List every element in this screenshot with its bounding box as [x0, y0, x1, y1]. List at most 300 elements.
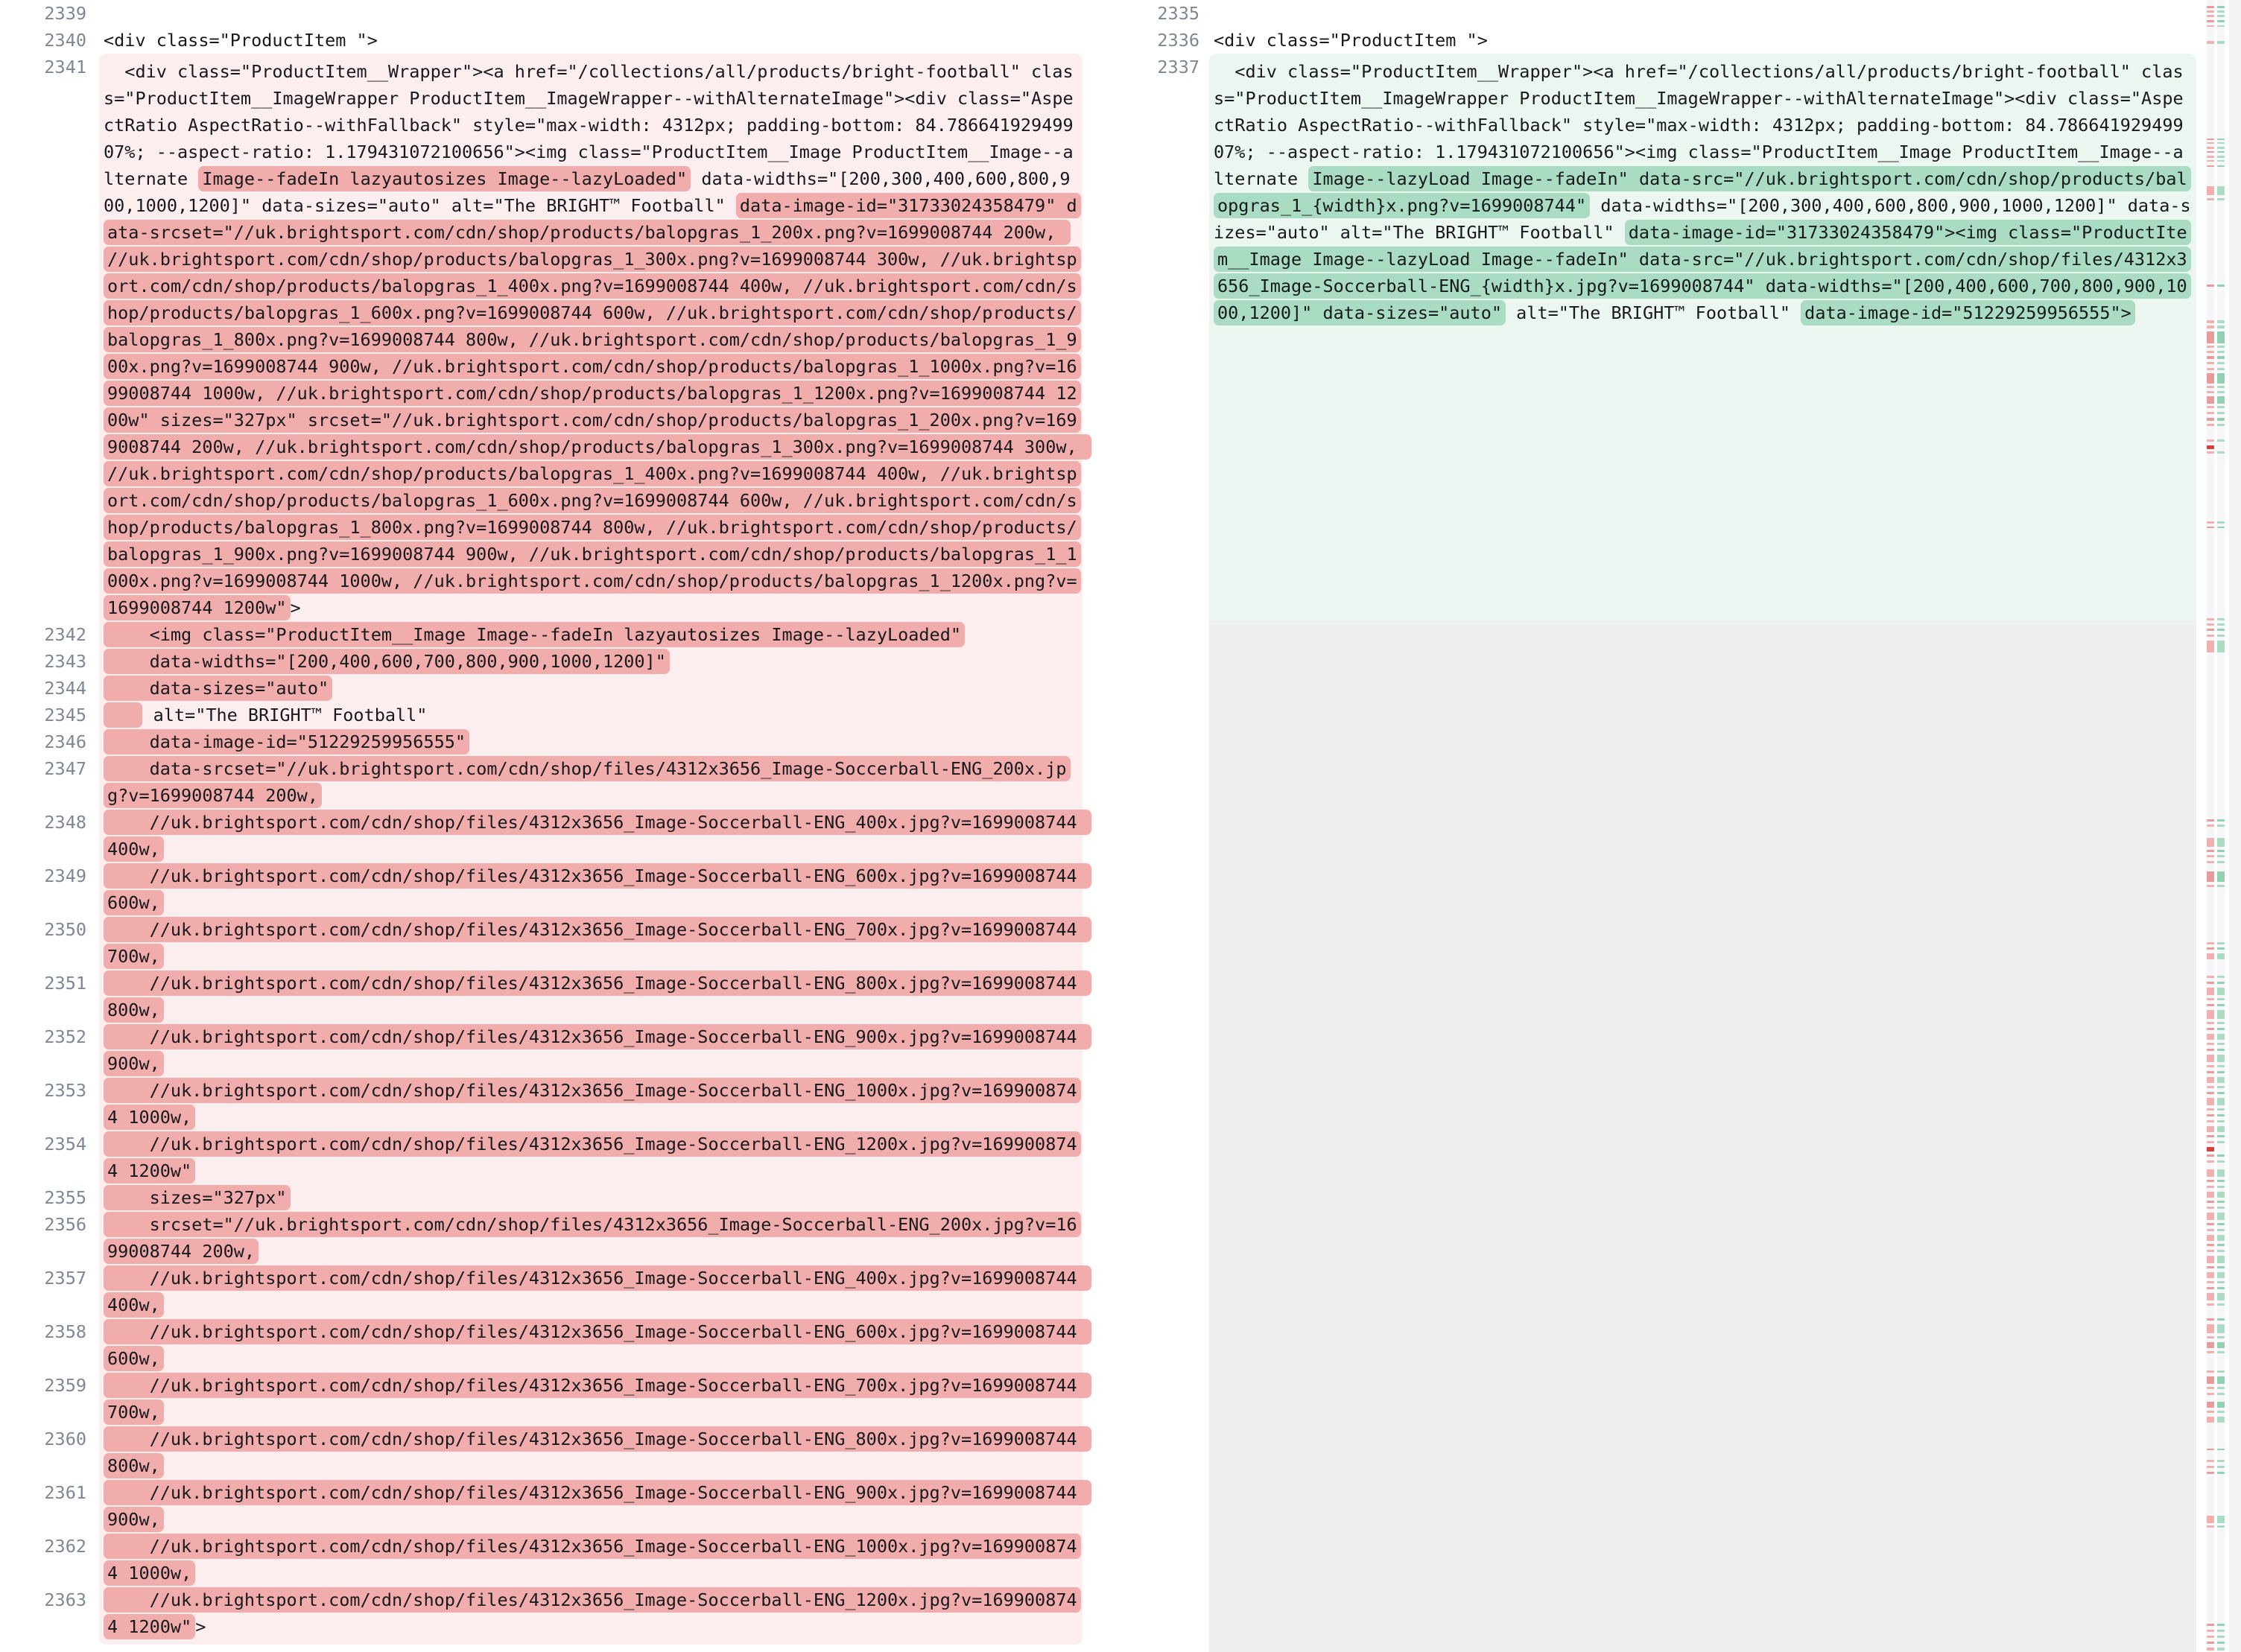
- minimap-added-mark: [2217, 1004, 2225, 1006]
- minimap-added-mark: [2217, 1028, 2225, 1030]
- minimap-removed-mark: [2207, 1393, 2214, 1395]
- minimap-removed-mark: [2207, 1154, 2214, 1157]
- minimap-removed-mark: [2207, 368, 2214, 370]
- minimap-added-mark: [2217, 1336, 2225, 1338]
- minimap-removed-mark: [2207, 362, 2214, 364]
- minimap-removed-mark: [2207, 147, 2214, 149]
- minimap-removed-mark: [2207, 947, 2214, 950]
- code-content: [99, 1211, 1083, 1265]
- code-text: alt="The BRIGHT™ Football": [142, 705, 428, 725]
- minimap-added-mark: [2217, 1092, 2225, 1094]
- code-line: [0, 755, 1088, 809]
- minimap-removed-mark: [2207, 406, 2214, 408]
- minimap-added-mark: [2217, 41, 2225, 44]
- minimap-added-mark: [2217, 362, 2225, 364]
- diff-word-highlight: //uk.brightsport.com/cdn/shop/files/4312x3656_Image-Soccerball-ENG_700x.jpg?v=1699008744 700w,: [104, 917, 1091, 969]
- minimap-removed-mark: [2207, 1256, 2214, 1263]
- diff-word-highlight: data-image-id="31733024358479"><img class="ProductItem__Image Image--lazyLoad Image--fadeIn" data-src="//uk.brightsport.com/cdn/shop/files/4312x3656_Image-Soccerball-ENG_{width}x.jpg?v=1699008744" data-widths="[200,400,600,700,800,900,1000,1200]" data-sizes="auto": [1214, 220, 2191, 325]
- code-line: [0, 1077, 1088, 1131]
- minimap-removed-mark: [2207, 1108, 2214, 1111]
- diff-word-highlight: data-image-id="51229259956555": [104, 729, 469, 754]
- minimap-removed-mark: [2207, 1272, 2214, 1278]
- minimap-added-mark: [2217, 198, 2225, 200]
- minimap-removed-mark: [2207, 1141, 2214, 1143]
- code-content: [99, 1077, 1083, 1131]
- code-line: [0, 1586, 1088, 1645]
- line-number: 2361: [44, 1482, 86, 1503]
- code-content: [99, 1265, 1088, 1318]
- minimap-added-mark: [2217, 1043, 2225, 1045]
- minimap-added-mark: [2217, 1235, 2225, 1241]
- minimap-added-mark: [2217, 1266, 2225, 1268]
- code-line: [0, 728, 1088, 755]
- minimap-added-mark: [2217, 527, 2225, 528]
- minimap-removed-mark: [2207, 641, 2214, 652]
- minimap-added-mark: [2217, 635, 2225, 637]
- line-number: 2336: [1157, 30, 1199, 51]
- minimap-removed-mark: [2207, 953, 2214, 959]
- minimap-added-mark: [2217, 1192, 2225, 1198]
- minimap-removed-mark: [2207, 351, 2214, 353]
- minimap-removed-mark: [2207, 160, 2214, 162]
- line-number: 2355: [44, 1187, 86, 1208]
- minimap-added-mark: [2217, 1324, 2225, 1333]
- minimap-added-mark: [2217, 1160, 2225, 1163]
- code-line: [0, 1131, 1088, 1184]
- minimap-added-mark: [2217, 1256, 2225, 1263]
- line-number: 2353: [44, 1080, 86, 1101]
- code-line: [0, 1318, 1088, 1372]
- diff-word-highlight: //uk.brightsport.com/cdn/shop/files/4312x3656_Image-Soccerball-ENG_800x.jpg?v=1699008744 800w,: [104, 970, 1091, 1023]
- code-text: <div class="ProductItem__Wrapper"><a href="/collections/all/products/bright-football" class="ProductItem__ImageWrapper ProductItem__ImageWrapper--withAlternateImage"><div class="AspectRatio AspectRatio--withFallback" style="max-width: 4312px; padding-bottom: 84.78664192949907%; --aspect-ratio: 1.179431072100656"><img class="ProductItem__Image ProductItem__Image--alternate: [1214, 61, 2184, 189]
- minimap-added-mark: [2217, 1114, 2225, 1116]
- minimap-removed-mark: [2207, 1342, 2214, 1348]
- minimap-removed-mark: [2207, 156, 2214, 158]
- minimap-removed-mark: [2207, 1098, 2214, 1105]
- minimap-removed-mark: [2207, 1235, 2214, 1241]
- minimap-added-mark: [2217, 1516, 2225, 1523]
- line-number: 2348: [44, 812, 86, 833]
- minimap-added-mark: [2217, 20, 2225, 22]
- code-line: [0, 1023, 1088, 1077]
- diff-word-highlight: Image--fadeIn lazyautosizes Image--lazyLoaded": [198, 166, 691, 191]
- diff-word-highlight: //uk.brightsport.com/cdn/shop/files/4312x3656_Image-Soccerball-ENG_1000x.jpg?v=1699008744 1000w,: [104, 1078, 1081, 1130]
- minimap-removed-mark: [2207, 976, 2214, 978]
- code-content: [99, 1023, 1088, 1077]
- diff-word-highlight: data-image-id="51229259956555">: [1801, 300, 2135, 325]
- minimap-added-mark: [2217, 1402, 2225, 1408]
- minimap-removed-mark: [2207, 320, 2214, 323]
- code-line: [0, 970, 1088, 1023]
- minimap-removed-mark: [2207, 1147, 2214, 1151]
- minimap-added-mark: [2217, 320, 2225, 323]
- diff-word-highlight: data-widths="[200,400,600,700,800,900,1000,1200]": [104, 649, 670, 674]
- minimap-removed-mark: [2207, 1201, 2214, 1203]
- code-text: data-widths="[200,300,400,600,800,900,1000,1200]" data-sizes="auto" alt="The BRIGHT™ Football": [104, 168, 1071, 216]
- minimap-added-mark: [2217, 1049, 2225, 1051]
- minimap-removed-mark: [2207, 1192, 2214, 1198]
- minimap-added-mark: [2217, 1180, 2225, 1182]
- code-line: [0, 916, 1088, 970]
- minimap-added-mark: [2217, 1318, 2225, 1321]
- minimap-removed-mark: [2207, 629, 2214, 631]
- diff-word-highlight: //uk.brightsport.com/cdn/shop/files/4312x3656_Image-Soccerball-ENG_1000x.jpg?v=1699008744 1000w,: [104, 1534, 1081, 1586]
- diff-minimap[interactable]: [2207, 0, 2226, 1652]
- minimap-added-mark: [2217, 1213, 2225, 1220]
- minimap-added-mark: [2217, 1272, 2225, 1278]
- minimap-removed-mark: [2207, 618, 2214, 620]
- code-content: [99, 755, 1083, 809]
- minimap-removed-mark: [2207, 1336, 2214, 1338]
- minimap-removed-mark: [2207, 855, 2214, 857]
- minimap-removed-mark: [2207, 346, 2214, 348]
- minimap-removed-mark: [2207, 1303, 2214, 1306]
- minimap-added-mark: [2217, 156, 2225, 158]
- minimap-removed-mark: [2207, 1648, 2214, 1651]
- code-line: [0, 621, 1088, 648]
- diff-word-highlight: data-image-id="31733024358479" data-srcset="//uk.brightsport.com/cdn/shop/products/balopgras_1_200x.png?v=1699008744 200w, //uk.brightsport.com/cdn/shop/products/balopgras_1_300x.png?v=1699008744 300w, //uk.brightsport.com/cdn/shop/products/balopgras_1_400x.png?v=1699008744 400w, //uk.brightsport.com/cdn/shop/products/balopgras_1_600x.png?v=1699008744 600w, //uk.brightsport.com/cdn/shop/products/balopgras_1_800x.png?v=1699008744 800w, //uk.brightsport.com/cdn/shop/products/balopgras_1_900x.png?v=1699008744 900w, //uk.brightsport.com/cdn/shop/products/balopgras_1_1000x.png?v=1699008744 1000w, //uk.brightsport.com/cdn/shop/products/balopgras_1_1200x.png?v=1699008744 1200w" sizes="327px" srcset="//uk.brightsport.com/cdn/shop/products/balopgras_1_200x.png?v=1699008744 200w, //uk.brightsport.com/cdn/shop/products/balopgras_1_300x.png?v=1699008744 300w, //uk.brightsport.com/cdn/shop/products/balopgras_1_400x.png?v=1699008744 400w, //uk.brightsport.com/cdn/shop/products/balopgras_1_600x.png?v=1699008744 600w, //uk.brightsport.com/cdn/shop/products/balopgras_1_800x.png?v=1699008744 800w, //uk.brightsport.com/cdn/shop/products/balopgras_1_900x.png?v=1699008744 900w, //uk.brightsport.com/cdn/shop/products/balopgras_1_1000x.png?v=1699008744 1000w, //uk.brightsport.com/cdn/shop/products/balopgras_1_1200x.png?v=1699008744 1200w": [104, 193, 1091, 620]
- minimap-removed-column[interactable]: [2207, 0, 2214, 1652]
- minimap-removed-mark: [2207, 1114, 2214, 1116]
- minimap-added-mark: [2217, 6, 2225, 8]
- diff-word-highlight: data-srcset="//uk.brightsport.com/cdn/shop/files/4312x3656_Image-Soccerball-ENG_200x.jpg?v=1699008744 200w,: [104, 756, 1071, 808]
- minimap-added-mark: [2217, 1370, 2225, 1373]
- line-number: 2339: [44, 3, 86, 24]
- minimap-removed-mark: [2207, 1180, 2214, 1182]
- line-number: 2363: [44, 1589, 86, 1610]
- minimap-removed-mark: [2207, 1213, 2214, 1220]
- minimap-removed-mark: [2207, 1370, 2214, 1373]
- line-number: 2340: [44, 30, 86, 51]
- minimap-added-mark: [2217, 623, 2225, 626]
- code-content: [99, 54, 1088, 621]
- minimap-removed-mark: [2207, 1028, 2214, 1030]
- diff-word-highlight: //uk.brightsport.com/cdn/shop/files/4312x3656_Image-Soccerball-ENG_900x.jpg?v=1699008744 900w,: [104, 1024, 1091, 1076]
- minimap-added-mark: [2217, 418, 2225, 421]
- line-number: 2357: [44, 1268, 86, 1289]
- minimap-added-mark: [2217, 285, 2225, 287]
- code-line: [0, 1426, 1088, 1479]
- minimap-added-mark: [2217, 1281, 2225, 1283]
- minimap-removed-mark: [2207, 998, 2214, 1000]
- diff-panel-changed: [1113, 0, 2201, 1652]
- minimap-added-mark: [2217, 1411, 2225, 1413]
- minimap-added-mark: [2217, 386, 2225, 388]
- minimap-removed-mark: [2207, 1402, 2214, 1408]
- minimap-removed-mark: [2207, 1460, 2214, 1462]
- minimap-removed-mark: [2207, 819, 2214, 822]
- minimap-added-mark: [2217, 1244, 2225, 1246]
- minimap-removed-mark: [2207, 424, 2214, 426]
- minimap-added-mark: [2217, 1630, 2225, 1632]
- minimap-removed-mark: [2207, 942, 2214, 944]
- minimap-removed-mark: [2207, 1004, 2214, 1006]
- minimap-added-mark: [2217, 1466, 2225, 1468]
- minimap-added-mark: [2217, 855, 2225, 857]
- minimap-added-mark: [2217, 885, 2225, 887]
- line-number: 2354: [44, 1134, 86, 1154]
- diff-word-highlight: [104, 702, 142, 728]
- minimap-added-mark: [2217, 618, 2225, 620]
- minimap-removed-mark: [2207, 1071, 2214, 1073]
- minimap-removed-mark: [2207, 285, 2214, 287]
- minimap-removed-mark: [2207, 10, 2214, 13]
- minimap-added-mark: [2217, 1186, 2225, 1188]
- minimap-added-mark: [2217, 1376, 2225, 1384]
- minimap-removed-mark: [2207, 1516, 2214, 1523]
- code-content: [99, 0, 1083, 27]
- minimap-removed-mark: [2207, 982, 2214, 984]
- minimap-removed-mark: [2207, 1049, 2214, 1051]
- minimap-added-mark: [2217, 1393, 2225, 1395]
- minimap-added-mark: [2217, 1120, 2225, 1122]
- minimap-removed-mark: [2207, 25, 2214, 27]
- minimap-removed-mark: [2207, 198, 2214, 200]
- code-line: [1113, 0, 2201, 27]
- minimap-added-mark: [2217, 451, 2225, 454]
- minimap-added-mark: [2217, 1207, 2225, 1209]
- line-number: 2362: [44, 1536, 86, 1557]
- minimap-removed-mark: [2207, 825, 2214, 827]
- minimap-removed-mark: [2207, 850, 2214, 852]
- minimap-removed-mark: [2207, 165, 2214, 167]
- minimap-removed-mark: [2207, 1449, 2214, 1450]
- code-content: [99, 1426, 1088, 1479]
- minimap-added-mark: [2217, 819, 2225, 822]
- minimap-added-mark: [2217, 1642, 2225, 1644]
- minimap-removed-mark: [2207, 142, 2214, 144]
- minimap-added-mark: [2217, 368, 2225, 370]
- minimap-removed-mark: [2207, 1086, 2214, 1088]
- minimap-removed-mark: [2207, 988, 2214, 995]
- code-content: [99, 621, 1083, 648]
- minimap-added-mark: [2217, 861, 2225, 863]
- minimap-removed-mark: [2207, 418, 2214, 421]
- minimap-removed-mark: [2207, 1525, 2214, 1528]
- code-line: [0, 1184, 1088, 1211]
- minimap-added-mark: [2217, 1229, 2225, 1231]
- minimap-added-mark: [2217, 947, 2225, 950]
- diff-panel-original: [0, 0, 1088, 1645]
- minimap-removed-mark: [2207, 1351, 2214, 1353]
- minimap-removed-mark: [2207, 1077, 2214, 1083]
- minimap-added-mark: [2217, 165, 2225, 167]
- minimap-added-mark: [2217, 1250, 2225, 1252]
- minimap-removed-mark: [2207, 1324, 2214, 1333]
- minimap-added-mark: [2217, 988, 2225, 995]
- minimap-added-mark: [2217, 15, 2225, 17]
- minimap-removed-mark: [2207, 439, 2214, 442]
- minimap-added-mark: [2217, 1342, 2225, 1348]
- code-content: [99, 1184, 1083, 1211]
- minimap-removed-mark: [2207, 451, 2214, 454]
- minimap-added-mark: [2217, 356, 2225, 359]
- minimap-added-mark: [2217, 953, 2225, 959]
- code-content: [1209, 620, 2196, 1652]
- minimap-added-mark: [2217, 641, 2225, 652]
- code-line: [0, 702, 1088, 728]
- code-content: [99, 1586, 1083, 1645]
- minimap-removed-mark: [2207, 527, 2214, 528]
- minimap-removed-mark: [2207, 1126, 2214, 1132]
- diff-word-highlight: //uk.brightsport.com/cdn/shop/files/4312x3656_Image-Soccerball-ENG_700x.jpg?v=1699008744 700w,: [104, 1373, 1091, 1425]
- code-line: [0, 675, 1088, 702]
- code-line: [0, 648, 1088, 675]
- line-number: 2351: [44, 973, 86, 994]
- minimap-removed-mark: [2207, 861, 2214, 863]
- minimap-removed-mark: [2207, 391, 2214, 393]
- diff-word-highlight: srcset="//uk.brightsport.com/cdn/shop/files/4312x3656_Image-Soccerball-ENG_200x.jpg?v=1699008744 200w,: [104, 1212, 1081, 1264]
- code-content: [99, 1479, 1088, 1533]
- code-text: >: [290, 597, 301, 618]
- code-text: data-widths="[200,300,400,600,800,900,1000,1200]" data-sizes="auto" alt="The BRIGHT™ Football": [1214, 195, 2191, 243]
- minimap-removed-mark: [2207, 186, 2214, 195]
- minimap-added-mark: [2217, 391, 2225, 393]
- minimap-added-mark: [2217, 1648, 2225, 1651]
- minimap-removed-mark: [2207, 1244, 2214, 1246]
- minimap-added-mark: [2217, 412, 2225, 414]
- minimap-added-mark: [2217, 1293, 2225, 1300]
- minimap-removed-mark: [2207, 1092, 2214, 1094]
- minimap-added-mark: [2217, 325, 2225, 328]
- minimap-added-mark: [2217, 439, 2225, 442]
- line-number: 2343: [44, 651, 86, 672]
- code-content: [1209, 0, 2196, 27]
- minimap-removed-mark: [2207, 1010, 2214, 1019]
- minimap-added-mark: [2217, 1108, 2225, 1111]
- minimap-added-mark: [2217, 871, 2225, 882]
- code-content: [99, 916, 1088, 970]
- minimap-removed-mark: [2207, 373, 2214, 384]
- minimap-added-mark: [2217, 998, 2225, 1000]
- minimap-added-mark: [2217, 10, 2225, 13]
- code-content: [99, 970, 1088, 1023]
- diff-word-highlight: sizes="327px": [104, 1185, 291, 1210]
- minimap-added-mark: [2217, 151, 2225, 153]
- minimap-added-mark: [2217, 1472, 2225, 1474]
- minimap-removed-mark: [2207, 871, 2214, 882]
- minimap-removed-mark: [2207, 1022, 2214, 1024]
- line-number: 2352: [44, 1026, 86, 1047]
- minimap-removed-mark: [2207, 139, 2214, 140]
- minimap-added-mark: [2217, 331, 2225, 343]
- minimap-added-mark: [2217, 1525, 2225, 1528]
- diff-word-highlight: <img class="ProductItem__Image Image--fadeIn lazyautosizes Image--lazyLoaded": [104, 622, 965, 647]
- minimap-added-mark: [2217, 1351, 2225, 1353]
- minimap-removed-mark: [2207, 1287, 2214, 1289]
- code-line: [0, 1533, 1088, 1586]
- line-number: 2335: [1157, 3, 1199, 24]
- minimap-removed-mark: [2207, 1250, 2214, 1252]
- minimap-removed-mark: [2207, 331, 2214, 343]
- minimap-removed-mark: [2207, 1160, 2214, 1163]
- minimap-removed-mark: [2207, 1135, 2214, 1137]
- line-number: 2344: [44, 678, 86, 699]
- minimap-removed-mark: [2207, 1169, 2214, 1177]
- minimap-removed-mark: [2207, 412, 2214, 414]
- minimap-removed-mark: [2207, 1318, 2214, 1321]
- minimap-added-mark: [2217, 406, 2225, 408]
- minimap-removed-mark: [2207, 1281, 2214, 1283]
- minimap-added-mark: [2217, 1126, 2225, 1132]
- code-text: alt="The BRIGHT™ Football": [1506, 302, 1801, 323]
- minimap-removed-mark: [2207, 838, 2214, 847]
- minimap-added-column[interactable]: [2217, 0, 2225, 1652]
- minimap-added-mark: [2217, 1636, 2225, 1638]
- minimap-added-mark: [2217, 942, 2225, 944]
- minimap-added-mark: [2217, 147, 2225, 149]
- minimap-removed-mark: [2207, 1636, 2214, 1638]
- diff-word-highlight: Image--lazyLoad Image--fadeIn" data-src="//uk.brightsport.com/cdn/shop/products/balopgras_1_{width}x.png?v=1699008744": [1214, 166, 2191, 218]
- minimap-removed-mark: [2207, 325, 2214, 328]
- diff-word-highlight: //uk.brightsport.com/cdn/shop/files/4312x3656_Image-Soccerball-ENG_600x.jpg?v=1699008744 600w,: [104, 863, 1091, 915]
- minimap-removed-mark: [2207, 386, 2214, 388]
- code-content: [99, 1318, 1088, 1372]
- minimap-added-mark: [2217, 1141, 2225, 1143]
- minimap-removed-mark: [2207, 356, 2214, 359]
- minimap-removed-mark: [2207, 1376, 2214, 1384]
- minimap-added-mark: [2217, 373, 2225, 384]
- minimap-removed-mark: [2207, 1293, 2214, 1300]
- code-line: [0, 862, 1088, 916]
- minimap-removed-mark: [2207, 1186, 2214, 1188]
- code-line: [0, 1265, 1088, 1318]
- minimap-removed-mark: [2207, 1466, 2214, 1468]
- code-content: [1209, 54, 2196, 620]
- minimap-added-mark: [2217, 1086, 2225, 1088]
- scrollbar-track[interactable]: [2229, 0, 2241, 1652]
- diff-word-highlight: //uk.brightsport.com/cdn/shop/files/4312x3656_Image-Soccerball-ENG_900x.jpg?v=1699008744 900w,: [104, 1480, 1091, 1532]
- code-line: [1113, 27, 2201, 54]
- minimap-removed-mark: [2207, 20, 2214, 22]
- line-number: 2337: [1157, 57, 1199, 77]
- code-content: [99, 1131, 1083, 1184]
- diff-word-highlight: //uk.brightsport.com/cdn/shop/files/4312x3656_Image-Soccerball-ENG_1200x.jpg?v=1699008744 1200w": [104, 1131, 1081, 1184]
- minimap-added-mark: [2217, 838, 2225, 847]
- minimap-removed-mark: [2207, 396, 2214, 404]
- minimap-removed-mark: [2207, 41, 2214, 44]
- line-number: 2360: [44, 1429, 86, 1449]
- line-number: 2346: [44, 731, 86, 752]
- line-number: 2341: [44, 57, 86, 77]
- code-line: [0, 0, 1088, 27]
- minimap-added-mark: [2217, 825, 2225, 827]
- minimap-removed-mark: [2207, 1624, 2214, 1626]
- minimap-removed-mark: [2207, 1120, 2214, 1122]
- line-number: 2349: [44, 865, 86, 886]
- diff-word-highlight: data-sizes="auto": [104, 676, 332, 701]
- diff-word-highlight: //uk.brightsport.com/cdn/shop/files/4312x3656_Image-Soccerball-ENG_400x.jpg?v=1699008744 400w,: [104, 810, 1091, 862]
- code-line: [0, 54, 1088, 621]
- code-content: [99, 648, 1083, 675]
- minimap-added-mark: [2217, 351, 2225, 353]
- minimap-added-mark: [2217, 521, 2225, 524]
- minimap-added-mark: [2217, 976, 2225, 978]
- line-number: 2350: [44, 919, 86, 940]
- code-content: [99, 675, 1083, 702]
- minimap-removed-mark: [2207, 1630, 2214, 1632]
- line-number: 2356: [44, 1214, 86, 1235]
- minimap-added-mark: [2217, 186, 2225, 195]
- line-number: 2342: [44, 624, 86, 645]
- minimap-added-mark: [2217, 1169, 2225, 1177]
- diff-word-highlight: //uk.brightsport.com/cdn/shop/files/4312x3656_Image-Soccerball-ENG_600x.jpg?v=1699008744 600w,: [104, 1319, 1091, 1371]
- line-number: 2358: [44, 1321, 86, 1342]
- missing-lines-filler: [1113, 620, 2201, 1652]
- code-text: <div class="ProductItem ">: [104, 30, 378, 51]
- minimap-added-mark: [2217, 982, 2225, 984]
- minimap-removed-mark: [2207, 1065, 2214, 1067]
